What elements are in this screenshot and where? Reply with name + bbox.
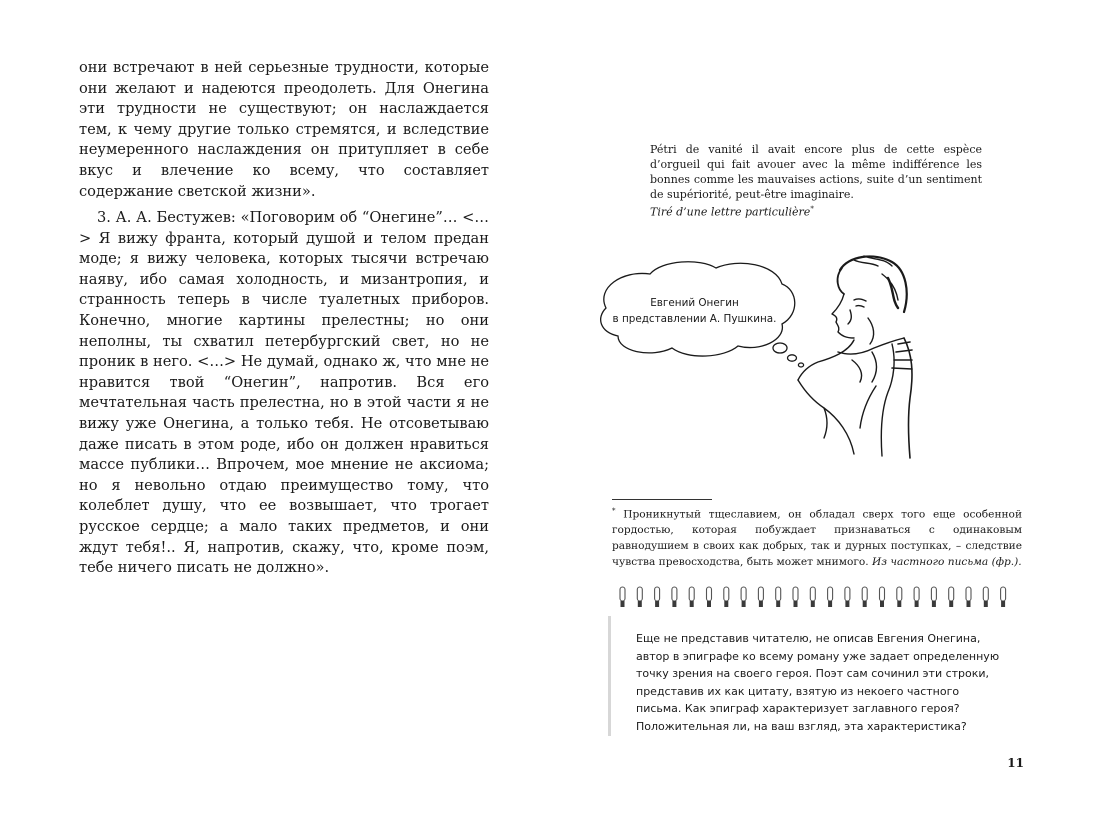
spiral-ring <box>949 587 954 607</box>
epigraph-source-text: Tiré d’une lettre particulière <box>650 205 811 219</box>
page-number: 11 <box>1007 756 1024 770</box>
spiral-ring <box>655 587 660 607</box>
bubble-line-2: в представлении А. Пушкина. <box>612 313 777 325</box>
spiral-ring <box>793 587 798 607</box>
bubble-line-1: Евгений Онегин <box>650 297 739 309</box>
question-note-text: Еще не представив читателю, не описав Евгения Онегина, автор в эпиграфе ко всему роману уже задает определенную точку зрения на своего героя. Поэт сам сочинил эти строки, представив их как цитату, взятую из некоего частного письма. Как эпиграф характеризует заглавного героя? Положительная ли, на ваш взгляд, эта характеристика? <box>636 632 1000 733</box>
spiral-ring <box>931 587 936 607</box>
epigraph-text: Pétri de vanité il avait encore plus de cette espèce d’orgueil qui fait avouer avec la même indifférence les bonnes comme les mauvaises actions, suite d’un sentiment de supériorité, peut-être imaginaire. <box>650 143 982 201</box>
footnote-marker: * <box>612 507 616 515</box>
spiral-ring <box>828 587 833 607</box>
spiral-ring <box>758 587 763 607</box>
spiral-ring <box>620 587 625 607</box>
spiral-ring <box>983 587 988 607</box>
epigraph <box>650 142 982 220</box>
spiral-ring <box>966 587 971 607</box>
spiral-ring <box>845 587 850 607</box>
notebook-spiral-binding <box>610 585 1020 613</box>
onegin-sketch-illustration <box>592 248 932 473</box>
spiral-ring <box>741 587 746 607</box>
spiral-ring <box>810 587 815 607</box>
spiral-ring <box>862 587 867 607</box>
spiral-ring <box>776 587 781 607</box>
spiral-ring <box>1001 587 1006 607</box>
spiral-ring <box>724 587 729 607</box>
spiral-ring <box>637 587 642 607</box>
footnote-separator <box>612 499 712 500</box>
epigraph-footnote-marker: * <box>810 205 814 213</box>
body-paragraph-2: 3. А. А. Бестужев: «Поговорим об “Онегине”… <…> Я вижу франта, который душой и телом предан моде; я вижу человека, которых тысячи встречаю наяву, ибо самая холодность, и мизантропия, и странность теперь в числе туалетных приборов. Конечно, многие картины прелестны; но они неполны, ты схватил петербургский свет, но не проник в него. <…> Не думай, однако ж, что мне не нравится твой “Онегин”, напротив. Вся его мечтательная часть прелестна, но в этой части я не вижу уже Онегина, а только тебя. Не отсоветываю даже писать в этом роде, ибо он должен нравиться массе публики… Впрочем, мое мнение не аксиома; но я невольно отдаю преимущество тому, что колеблет душу, что ее возвышает, что трогает русское сердце; а мало таких предметов, и они ждут тебя!.. Я, напротив, скажу, что, кроме поэм, тебе ничего писать не должно». <box>79 209 489 577</box>
spiral-ring <box>897 587 902 607</box>
footnote-source: Из частного письма (фр.). <box>872 555 1022 568</box>
body-paragraph-1: они встречают в ней серьезные трудности, которые они желают и надеются преодолеть. Для Онегина эти трудности не существуют; он наслаждается тем, к чему другие только стремятся, и вследствие неумеренного наслаждения он притупляет в себе вкус и влечение ко всему, что составляет содержание светской жизни». <box>79 59 489 200</box>
thought-bubble-caption <box>612 295 777 327</box>
spiral-ring <box>914 587 919 607</box>
epigraph-source <box>650 202 982 220</box>
spiral-ring <box>880 587 885 607</box>
spiral-ring <box>689 587 694 607</box>
spiral-ring <box>707 587 712 607</box>
portrait-sketch <box>798 256 912 458</box>
footnote-text: Проникнутый тщеславием, он обладал сверх того еще особенной гордостью, которая побуждает признаваться с одинаковым равнодушием в своих как добрых, так и дурных поступках, – следствие чувства превосходства, быть может мнимого. <box>612 508 1022 568</box>
footnote <box>612 504 1022 570</box>
spiral-ring <box>672 587 677 607</box>
